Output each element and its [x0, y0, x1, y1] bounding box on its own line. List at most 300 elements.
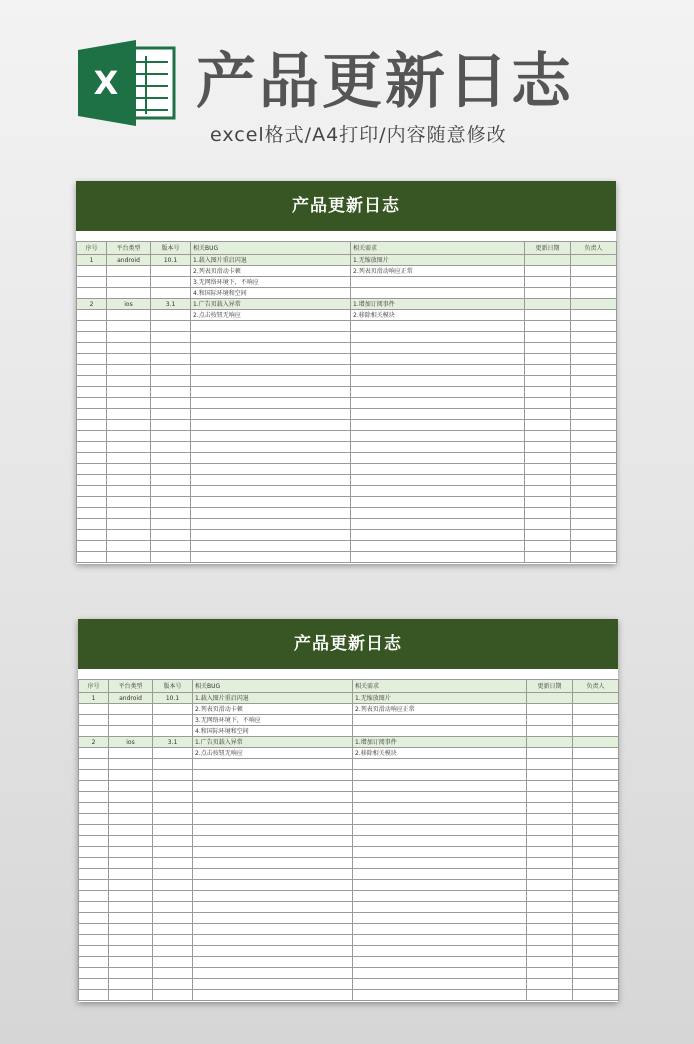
table-cell[interactable]: [109, 847, 153, 858]
table-cell[interactable]: [193, 913, 353, 924]
table-cell[interactable]: [193, 990, 353, 1001]
table-cell[interactable]: [107, 552, 151, 563]
table-cell[interactable]: [77, 277, 107, 288]
table-cell[interactable]: 10.1: [151, 255, 191, 266]
table-cell[interactable]: [193, 946, 353, 957]
table-cell[interactable]: [107, 442, 151, 453]
table-cell[interactable]: [153, 913, 193, 924]
table-cell[interactable]: [107, 541, 151, 552]
table-cell[interactable]: [191, 409, 351, 420]
table-cell[interactable]: [77, 387, 107, 398]
table-cell[interactable]: [151, 431, 191, 442]
table-cell[interactable]: [79, 748, 109, 759]
table-cell[interactable]: [151, 552, 191, 563]
table-cell[interactable]: [527, 979, 573, 990]
table-cell[interactable]: [571, 255, 617, 266]
table-cell[interactable]: [351, 464, 525, 475]
table-cell[interactable]: [525, 354, 571, 365]
table-cell[interactable]: [109, 913, 153, 924]
table-cell[interactable]: [151, 387, 191, 398]
table-cell[interactable]: [107, 486, 151, 497]
table-cell[interactable]: [151, 420, 191, 431]
table-cell[interactable]: [193, 781, 353, 792]
table-cell[interactable]: [525, 552, 571, 563]
table-cell[interactable]: [79, 704, 109, 715]
table-cell[interactable]: [191, 442, 351, 453]
table-cell[interactable]: [79, 858, 109, 869]
table-cell[interactable]: [571, 354, 617, 365]
table-cell[interactable]: [573, 759, 619, 770]
table-cell[interactable]: [193, 891, 353, 902]
table-cell[interactable]: [77, 420, 107, 431]
table-cell[interactable]: [107, 266, 151, 277]
table-cell[interactable]: [193, 979, 353, 990]
table-cell[interactable]: [151, 508, 191, 519]
table-cell[interactable]: 1.广告页载入异常: [191, 299, 351, 310]
table-cell[interactable]: [193, 759, 353, 770]
table-cell[interactable]: [573, 825, 619, 836]
table-cell[interactable]: [351, 497, 525, 508]
table-cell[interactable]: [79, 990, 109, 1001]
table-cell[interactable]: [153, 990, 193, 1001]
table-cell[interactable]: [573, 902, 619, 913]
table-cell[interactable]: [107, 431, 151, 442]
table-cell[interactable]: [573, 792, 619, 803]
table-cell[interactable]: [153, 946, 193, 957]
table-cell[interactable]: [573, 935, 619, 946]
table-cell[interactable]: [571, 431, 617, 442]
table-cell[interactable]: [107, 277, 151, 288]
table-cell[interactable]: [351, 519, 525, 530]
table-cell[interactable]: [573, 869, 619, 880]
table-cell[interactable]: 1.增加订阅事件: [351, 299, 525, 310]
table-cell[interactable]: [353, 781, 527, 792]
table-cell[interactable]: [573, 880, 619, 891]
table-cell[interactable]: [79, 781, 109, 792]
table-cell[interactable]: [109, 770, 153, 781]
table-cell[interactable]: [109, 803, 153, 814]
table-cell[interactable]: [109, 781, 153, 792]
table-cell[interactable]: [191, 486, 351, 497]
table-cell[interactable]: 10.1: [153, 693, 193, 704]
table-cell[interactable]: [353, 770, 527, 781]
table-cell[interactable]: [77, 398, 107, 409]
table-cell[interactable]: [77, 409, 107, 420]
table-cell[interactable]: [153, 715, 193, 726]
table-cell[interactable]: [527, 704, 573, 715]
table-cell[interactable]: [79, 726, 109, 737]
table-cell[interactable]: [77, 464, 107, 475]
table-cell[interactable]: [77, 552, 107, 563]
table-cell[interactable]: [79, 891, 109, 902]
table-cell[interactable]: [573, 715, 619, 726]
table-cell[interactable]: [77, 519, 107, 530]
table-cell[interactable]: [191, 541, 351, 552]
table-cell[interactable]: [193, 880, 353, 891]
table-cell[interactable]: [109, 715, 153, 726]
table-cell[interactable]: [193, 825, 353, 836]
table-cell[interactable]: [151, 486, 191, 497]
table-cell[interactable]: [107, 354, 151, 365]
table-cell[interactable]: [153, 748, 193, 759]
table-cell[interactable]: [191, 343, 351, 354]
table-cell[interactable]: 2.列表页滑动卡顿: [191, 266, 351, 277]
table-cell[interactable]: [525, 420, 571, 431]
table-cell[interactable]: 4.和国际环境和空间: [191, 288, 351, 299]
table-cell[interactable]: [107, 321, 151, 332]
table-cell[interactable]: [193, 770, 353, 781]
table-cell[interactable]: [77, 497, 107, 508]
table-cell[interactable]: [79, 913, 109, 924]
table-cell[interactable]: [107, 343, 151, 354]
table-cell[interactable]: [571, 288, 617, 299]
table-cell[interactable]: [193, 968, 353, 979]
table-cell[interactable]: [153, 825, 193, 836]
table-cell[interactable]: [571, 277, 617, 288]
table-cell[interactable]: [527, 737, 573, 748]
table-cell[interactable]: 1.载入图片重启闪退: [193, 693, 353, 704]
table-cell[interactable]: [151, 530, 191, 541]
table-cell[interactable]: 4.和国际环境和空间: [193, 726, 353, 737]
table-cell[interactable]: [77, 354, 107, 365]
table-cell[interactable]: [571, 420, 617, 431]
table-cell[interactable]: [109, 957, 153, 968]
table-cell[interactable]: [191, 387, 351, 398]
table-cell[interactable]: [525, 266, 571, 277]
table-cell[interactable]: [571, 453, 617, 464]
table-cell[interactable]: [351, 508, 525, 519]
table-cell[interactable]: [573, 847, 619, 858]
table-cell[interactable]: [573, 858, 619, 869]
table-cell[interactable]: [351, 376, 525, 387]
table-cell[interactable]: [191, 365, 351, 376]
table-cell[interactable]: android: [107, 255, 151, 266]
table-cell[interactable]: [77, 475, 107, 486]
table-cell[interactable]: [573, 781, 619, 792]
table-cell[interactable]: [353, 946, 527, 957]
table-cell[interactable]: [153, 858, 193, 869]
table-cell[interactable]: [153, 781, 193, 792]
table-cell[interactable]: 2.列表页滑动卡顿: [193, 704, 353, 715]
table-cell[interactable]: [525, 442, 571, 453]
table-cell[interactable]: 3.无网络环境下，不响应: [191, 277, 351, 288]
table-cell[interactable]: 2.列表页滑动响应正常: [353, 704, 527, 715]
table-cell[interactable]: [525, 387, 571, 398]
table-cell[interactable]: [525, 409, 571, 420]
table-cell[interactable]: [107, 475, 151, 486]
table-cell[interactable]: [153, 869, 193, 880]
table-cell[interactable]: [571, 310, 617, 321]
table-cell[interactable]: [571, 299, 617, 310]
table-cell[interactable]: [353, 880, 527, 891]
table-cell[interactable]: [77, 321, 107, 332]
table-cell[interactable]: [351, 365, 525, 376]
table-cell[interactable]: [193, 803, 353, 814]
table-cell[interactable]: [527, 946, 573, 957]
table-cell[interactable]: [353, 935, 527, 946]
table-cell[interactable]: [109, 759, 153, 770]
table-cell[interactable]: [191, 354, 351, 365]
table-cell[interactable]: [77, 442, 107, 453]
table-cell[interactable]: [527, 781, 573, 792]
table-cell[interactable]: [351, 530, 525, 541]
table-cell[interactable]: [353, 726, 527, 737]
table-cell[interactable]: [527, 968, 573, 979]
table-cell[interactable]: [525, 376, 571, 387]
table-cell[interactable]: [109, 979, 153, 990]
table-cell[interactable]: [79, 847, 109, 858]
table-cell[interactable]: [77, 288, 107, 299]
table-cell[interactable]: [191, 321, 351, 332]
table-cell[interactable]: [351, 354, 525, 365]
table-cell[interactable]: [353, 957, 527, 968]
table-cell[interactable]: [107, 365, 151, 376]
table-cell[interactable]: [151, 409, 191, 420]
table-cell[interactable]: 3.无网络环境下，不响应: [193, 715, 353, 726]
table-cell[interactable]: [79, 935, 109, 946]
table-cell[interactable]: [527, 913, 573, 924]
table-cell[interactable]: [77, 486, 107, 497]
table-cell[interactable]: [107, 398, 151, 409]
table-cell[interactable]: [153, 935, 193, 946]
table-cell[interactable]: [351, 288, 525, 299]
table-cell[interactable]: [525, 365, 571, 376]
table-cell[interactable]: 1.无缩放图片: [353, 693, 527, 704]
table-cell[interactable]: [573, 737, 619, 748]
table-cell[interactable]: [527, 902, 573, 913]
table-cell[interactable]: [351, 541, 525, 552]
table-cell[interactable]: [525, 519, 571, 530]
table-cell[interactable]: [191, 420, 351, 431]
table-cell[interactable]: [107, 310, 151, 321]
table-cell[interactable]: [525, 343, 571, 354]
table-cell[interactable]: [351, 277, 525, 288]
table-cell[interactable]: [109, 836, 153, 847]
table-cell[interactable]: [573, 979, 619, 990]
table-cell[interactable]: [109, 869, 153, 880]
table-cell[interactable]: 2.移除相关模块: [353, 748, 527, 759]
table-cell[interactable]: [79, 869, 109, 880]
table-cell[interactable]: [525, 486, 571, 497]
table-cell[interactable]: [351, 552, 525, 563]
table-cell[interactable]: 2: [79, 737, 109, 748]
table-cell[interactable]: [351, 398, 525, 409]
table-cell[interactable]: [573, 803, 619, 814]
table-cell[interactable]: [109, 792, 153, 803]
table-cell[interactable]: [77, 530, 107, 541]
table-cell[interactable]: [191, 519, 351, 530]
table-cell[interactable]: [153, 726, 193, 737]
table-cell[interactable]: [191, 530, 351, 541]
table-cell[interactable]: [191, 332, 351, 343]
table-cell[interactable]: [109, 946, 153, 957]
table-cell[interactable]: [109, 880, 153, 891]
table-cell[interactable]: [571, 519, 617, 530]
table-cell[interactable]: [527, 957, 573, 968]
table-cell[interactable]: [571, 541, 617, 552]
table-cell[interactable]: [351, 453, 525, 464]
table-cell[interactable]: [109, 814, 153, 825]
table-cell[interactable]: [193, 869, 353, 880]
table-cell[interactable]: [573, 990, 619, 1001]
table-cell[interactable]: [107, 420, 151, 431]
table-cell[interactable]: [107, 530, 151, 541]
table-cell[interactable]: [573, 924, 619, 935]
table-cell[interactable]: [353, 858, 527, 869]
table-cell[interactable]: [525, 332, 571, 343]
table-cell[interactable]: [151, 266, 191, 277]
table-cell[interactable]: [351, 442, 525, 453]
table-cell[interactable]: [571, 552, 617, 563]
table-cell[interactable]: [351, 420, 525, 431]
table-cell[interactable]: [151, 288, 191, 299]
table-cell[interactable]: [191, 508, 351, 519]
table-cell[interactable]: [571, 464, 617, 475]
table-cell[interactable]: [77, 376, 107, 387]
table-cell[interactable]: [153, 847, 193, 858]
table-cell[interactable]: [79, 957, 109, 968]
table-cell[interactable]: 3.1: [151, 299, 191, 310]
table-cell[interactable]: [151, 442, 191, 453]
table-cell[interactable]: [79, 759, 109, 770]
table-cell[interactable]: [79, 968, 109, 979]
table-cell[interactable]: [193, 924, 353, 935]
table-cell[interactable]: [153, 968, 193, 979]
table-cell[interactable]: [191, 497, 351, 508]
table-cell[interactable]: [151, 343, 191, 354]
table-cell[interactable]: [525, 299, 571, 310]
table-cell[interactable]: [151, 475, 191, 486]
table-cell[interactable]: [77, 453, 107, 464]
table-cell[interactable]: [351, 431, 525, 442]
table-cell[interactable]: [151, 321, 191, 332]
table-cell[interactable]: [107, 519, 151, 530]
table-cell[interactable]: [351, 321, 525, 332]
table-cell[interactable]: [109, 924, 153, 935]
table-cell[interactable]: [525, 453, 571, 464]
table-cell[interactable]: [77, 310, 107, 321]
table-cell[interactable]: [527, 770, 573, 781]
table-cell[interactable]: [527, 935, 573, 946]
table-cell[interactable]: [109, 858, 153, 869]
table-cell[interactable]: [573, 726, 619, 737]
table-cell[interactable]: 3.1: [153, 737, 193, 748]
table-cell[interactable]: [153, 836, 193, 847]
table-cell[interactable]: [571, 442, 617, 453]
table-cell[interactable]: [525, 321, 571, 332]
table-cell[interactable]: 2.列表页滑动响应正常: [351, 266, 525, 277]
table-cell[interactable]: [153, 979, 193, 990]
table-cell[interactable]: [79, 946, 109, 957]
table-cell[interactable]: [571, 266, 617, 277]
table-cell[interactable]: [525, 277, 571, 288]
table-cell[interactable]: [525, 497, 571, 508]
table-cell[interactable]: [525, 310, 571, 321]
table-cell[interactable]: [353, 825, 527, 836]
table-cell[interactable]: 2.移除相关模块: [351, 310, 525, 321]
table-cell[interactable]: [527, 891, 573, 902]
table-cell[interactable]: [525, 255, 571, 266]
table-cell[interactable]: [353, 803, 527, 814]
table-cell[interactable]: [527, 792, 573, 803]
table-cell[interactable]: [525, 398, 571, 409]
table-cell[interactable]: [191, 398, 351, 409]
table-cell[interactable]: [151, 376, 191, 387]
table-cell[interactable]: [191, 431, 351, 442]
table-cell[interactable]: [353, 913, 527, 924]
table-cell[interactable]: [151, 354, 191, 365]
table-cell[interactable]: [573, 814, 619, 825]
table-cell[interactable]: [525, 431, 571, 442]
table-cell[interactable]: 2: [77, 299, 107, 310]
table-cell[interactable]: [107, 409, 151, 420]
table-cell[interactable]: [571, 530, 617, 541]
table-cell[interactable]: [77, 431, 107, 442]
table-cell[interactable]: [573, 836, 619, 847]
table-cell[interactable]: 1.载入图片重启闪退: [191, 255, 351, 266]
table-cell[interactable]: [571, 365, 617, 376]
table-cell[interactable]: [151, 365, 191, 376]
table-cell[interactable]: [571, 409, 617, 420]
table-cell[interactable]: [527, 924, 573, 935]
table-cell[interactable]: [571, 497, 617, 508]
table-cell[interactable]: [353, 891, 527, 902]
table-cell[interactable]: [151, 541, 191, 552]
table-cell[interactable]: [353, 902, 527, 913]
table-cell[interactable]: [107, 508, 151, 519]
table-cell[interactable]: [573, 704, 619, 715]
table-cell[interactable]: [191, 453, 351, 464]
table-cell[interactable]: [351, 343, 525, 354]
table-cell[interactable]: [151, 310, 191, 321]
table-cell[interactable]: [191, 376, 351, 387]
table-cell[interactable]: ios: [107, 299, 151, 310]
table-cell[interactable]: [573, 770, 619, 781]
table-cell[interactable]: [107, 464, 151, 475]
table-cell[interactable]: [527, 715, 573, 726]
table-cell[interactable]: [109, 891, 153, 902]
table-cell[interactable]: android: [109, 693, 153, 704]
table-cell[interactable]: [77, 266, 107, 277]
table-cell[interactable]: [79, 836, 109, 847]
table-cell[interactable]: [151, 277, 191, 288]
table-cell[interactable]: [109, 825, 153, 836]
table-cell[interactable]: [109, 704, 153, 715]
table-cell[interactable]: [77, 508, 107, 519]
table-cell[interactable]: [527, 693, 573, 704]
table-cell[interactable]: [353, 968, 527, 979]
table-cell[interactable]: [353, 715, 527, 726]
table-cell[interactable]: [79, 825, 109, 836]
table-cell[interactable]: 1: [77, 255, 107, 266]
table-cell[interactable]: [107, 387, 151, 398]
table-cell[interactable]: [153, 814, 193, 825]
table-cell[interactable]: [77, 541, 107, 552]
table-cell[interactable]: ios: [109, 737, 153, 748]
table-cell[interactable]: [573, 946, 619, 957]
table-cell[interactable]: [353, 924, 527, 935]
table-cell[interactable]: [109, 748, 153, 759]
table-cell[interactable]: [525, 475, 571, 486]
table-cell[interactable]: [353, 759, 527, 770]
table-cell[interactable]: [573, 693, 619, 704]
table-cell[interactable]: [151, 519, 191, 530]
table-cell[interactable]: [153, 803, 193, 814]
table-cell[interactable]: [107, 497, 151, 508]
table-cell[interactable]: 2.点击按钮无响应: [191, 310, 351, 321]
table-cell[interactable]: [107, 376, 151, 387]
table-cell[interactable]: [193, 814, 353, 825]
